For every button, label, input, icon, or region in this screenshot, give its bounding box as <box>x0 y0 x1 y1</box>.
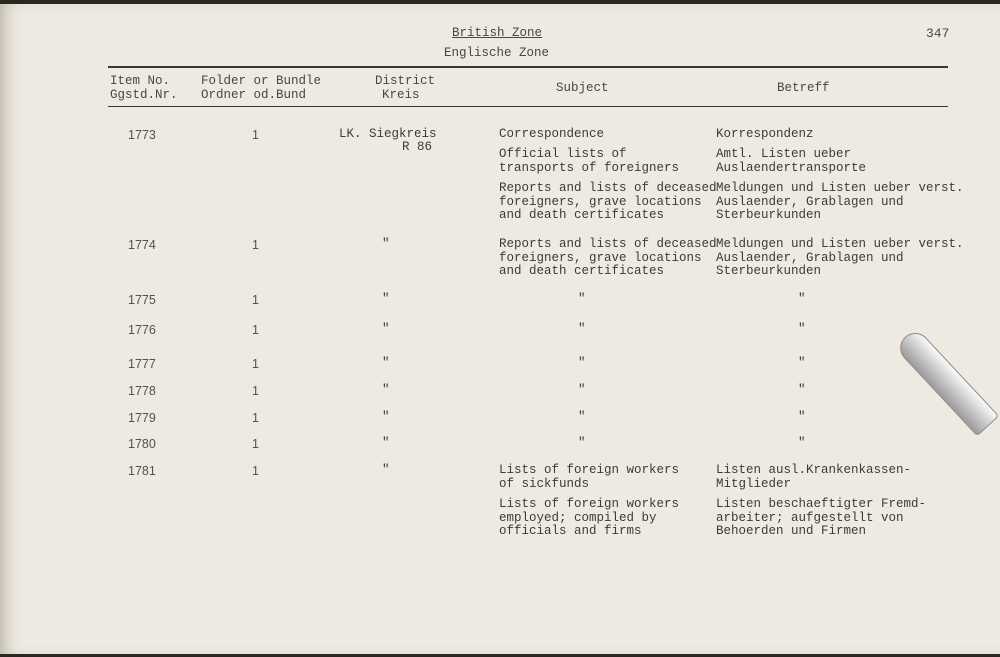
column-header-district-en: District <box>375 74 436 88</box>
betreff-entry: " <box>798 383 806 397</box>
item-number: 1775 <box>128 293 156 307</box>
district-ditto: " <box>382 322 390 336</box>
folder-count: 1 <box>252 357 259 371</box>
folder-count: 1 <box>252 464 259 478</box>
subject-entry: " <box>578 322 586 336</box>
subject-entry: Official lists of transports of foreigners <box>499 147 680 175</box>
column-header-folder-de: Ordner od.Bund <box>201 88 307 102</box>
subject-entry: " <box>578 356 586 370</box>
district-ditto: " <box>382 383 390 397</box>
subject-entry: Reports and lists of deceased foreigners, grave locations and death certificates <box>499 181 717 222</box>
folder-count: 1 <box>252 323 259 337</box>
district-name: LK. Siegkreis <box>339 127 437 141</box>
betreff-entry: " <box>798 322 806 336</box>
folder-count: 1 <box>252 384 259 398</box>
folder-count: 1 <box>252 437 259 451</box>
column-header-betreff: Betreff <box>777 81 830 95</box>
item-number: 1777 <box>128 357 156 371</box>
column-header-item-de: Ggstd.Nr. <box>110 88 178 102</box>
page-number: 347 <box>926 26 950 41</box>
header-top-rule <box>108 66 948 68</box>
item-number: 1781 <box>128 464 156 478</box>
subject-entry: Lists of foreign workers of sickfunds <box>499 463 680 491</box>
subject-entry: " <box>578 383 586 397</box>
district-ditto: " <box>382 237 390 251</box>
betreff-entry: " <box>798 410 806 424</box>
column-header-folder-en: Folder or Bundle <box>201 74 322 88</box>
document-page <box>0 4 1000 654</box>
item-number: 1779 <box>128 411 156 425</box>
district-ditto: " <box>382 436 390 450</box>
column-header-subject: Subject <box>556 81 609 95</box>
subject-entry: " <box>578 436 586 450</box>
subject-entry: " <box>578 410 586 424</box>
subject-entry: Correspondence <box>499 127 605 141</box>
column-header-district-de: Kreis <box>382 88 420 102</box>
betreff-entry: Amtl. Listen ueber Auslaendertransporte <box>716 147 867 175</box>
district-reference: R 86 <box>402 140 433 154</box>
folder-count: 1 <box>252 293 259 307</box>
item-number: 1776 <box>128 323 156 337</box>
subject-entry: " <box>578 292 586 306</box>
district-ditto: " <box>382 410 390 424</box>
subject-entry: Lists of foreign workers employed; compiled by officials and firms <box>499 497 680 538</box>
subject-entry: Reports and lists of deceased foreigners, grave locations and death certificates <box>499 237 717 278</box>
betreff-entry: Korrespondenz <box>716 127 814 141</box>
pen-object <box>894 327 999 437</box>
zone-title-en: British Zone <box>452 26 543 40</box>
district-ditto: " <box>382 463 390 477</box>
header-bottom-rule <box>108 106 948 107</box>
betreff-entry: " <box>798 292 806 306</box>
item-number: 1773 <box>128 128 156 142</box>
folder-count: 1 <box>252 128 259 142</box>
folder-count: 1 <box>252 238 259 252</box>
district-ditto: " <box>382 292 390 306</box>
item-number: 1774 <box>128 238 156 252</box>
betreff-entry: Meldungen und Listen ueber verst. Auslaender, Grablagen und Sterbeurkunden <box>716 237 964 278</box>
column-header-item-en: Item No. <box>110 74 171 88</box>
zone-title-de: Englische Zone <box>444 46 550 60</box>
betreff-entry: " <box>798 356 806 370</box>
betreff-entry: Listen beschaeftigter Fremd- arbeiter; aufgestellt von Behoerden und Firmen <box>716 497 927 538</box>
district-ditto: " <box>382 356 390 370</box>
item-number: 1780 <box>128 437 156 451</box>
betreff-entry: Meldungen und Listen ueber verst. Auslaender, Grablagen und Sterbeurkunden <box>716 181 964 222</box>
betreff-entry: Listen ausl.Krankenkassen- Mitglieder <box>716 463 912 491</box>
folder-count: 1 <box>252 411 259 425</box>
betreff-entry: " <box>798 436 806 450</box>
item-number: 1778 <box>128 384 156 398</box>
